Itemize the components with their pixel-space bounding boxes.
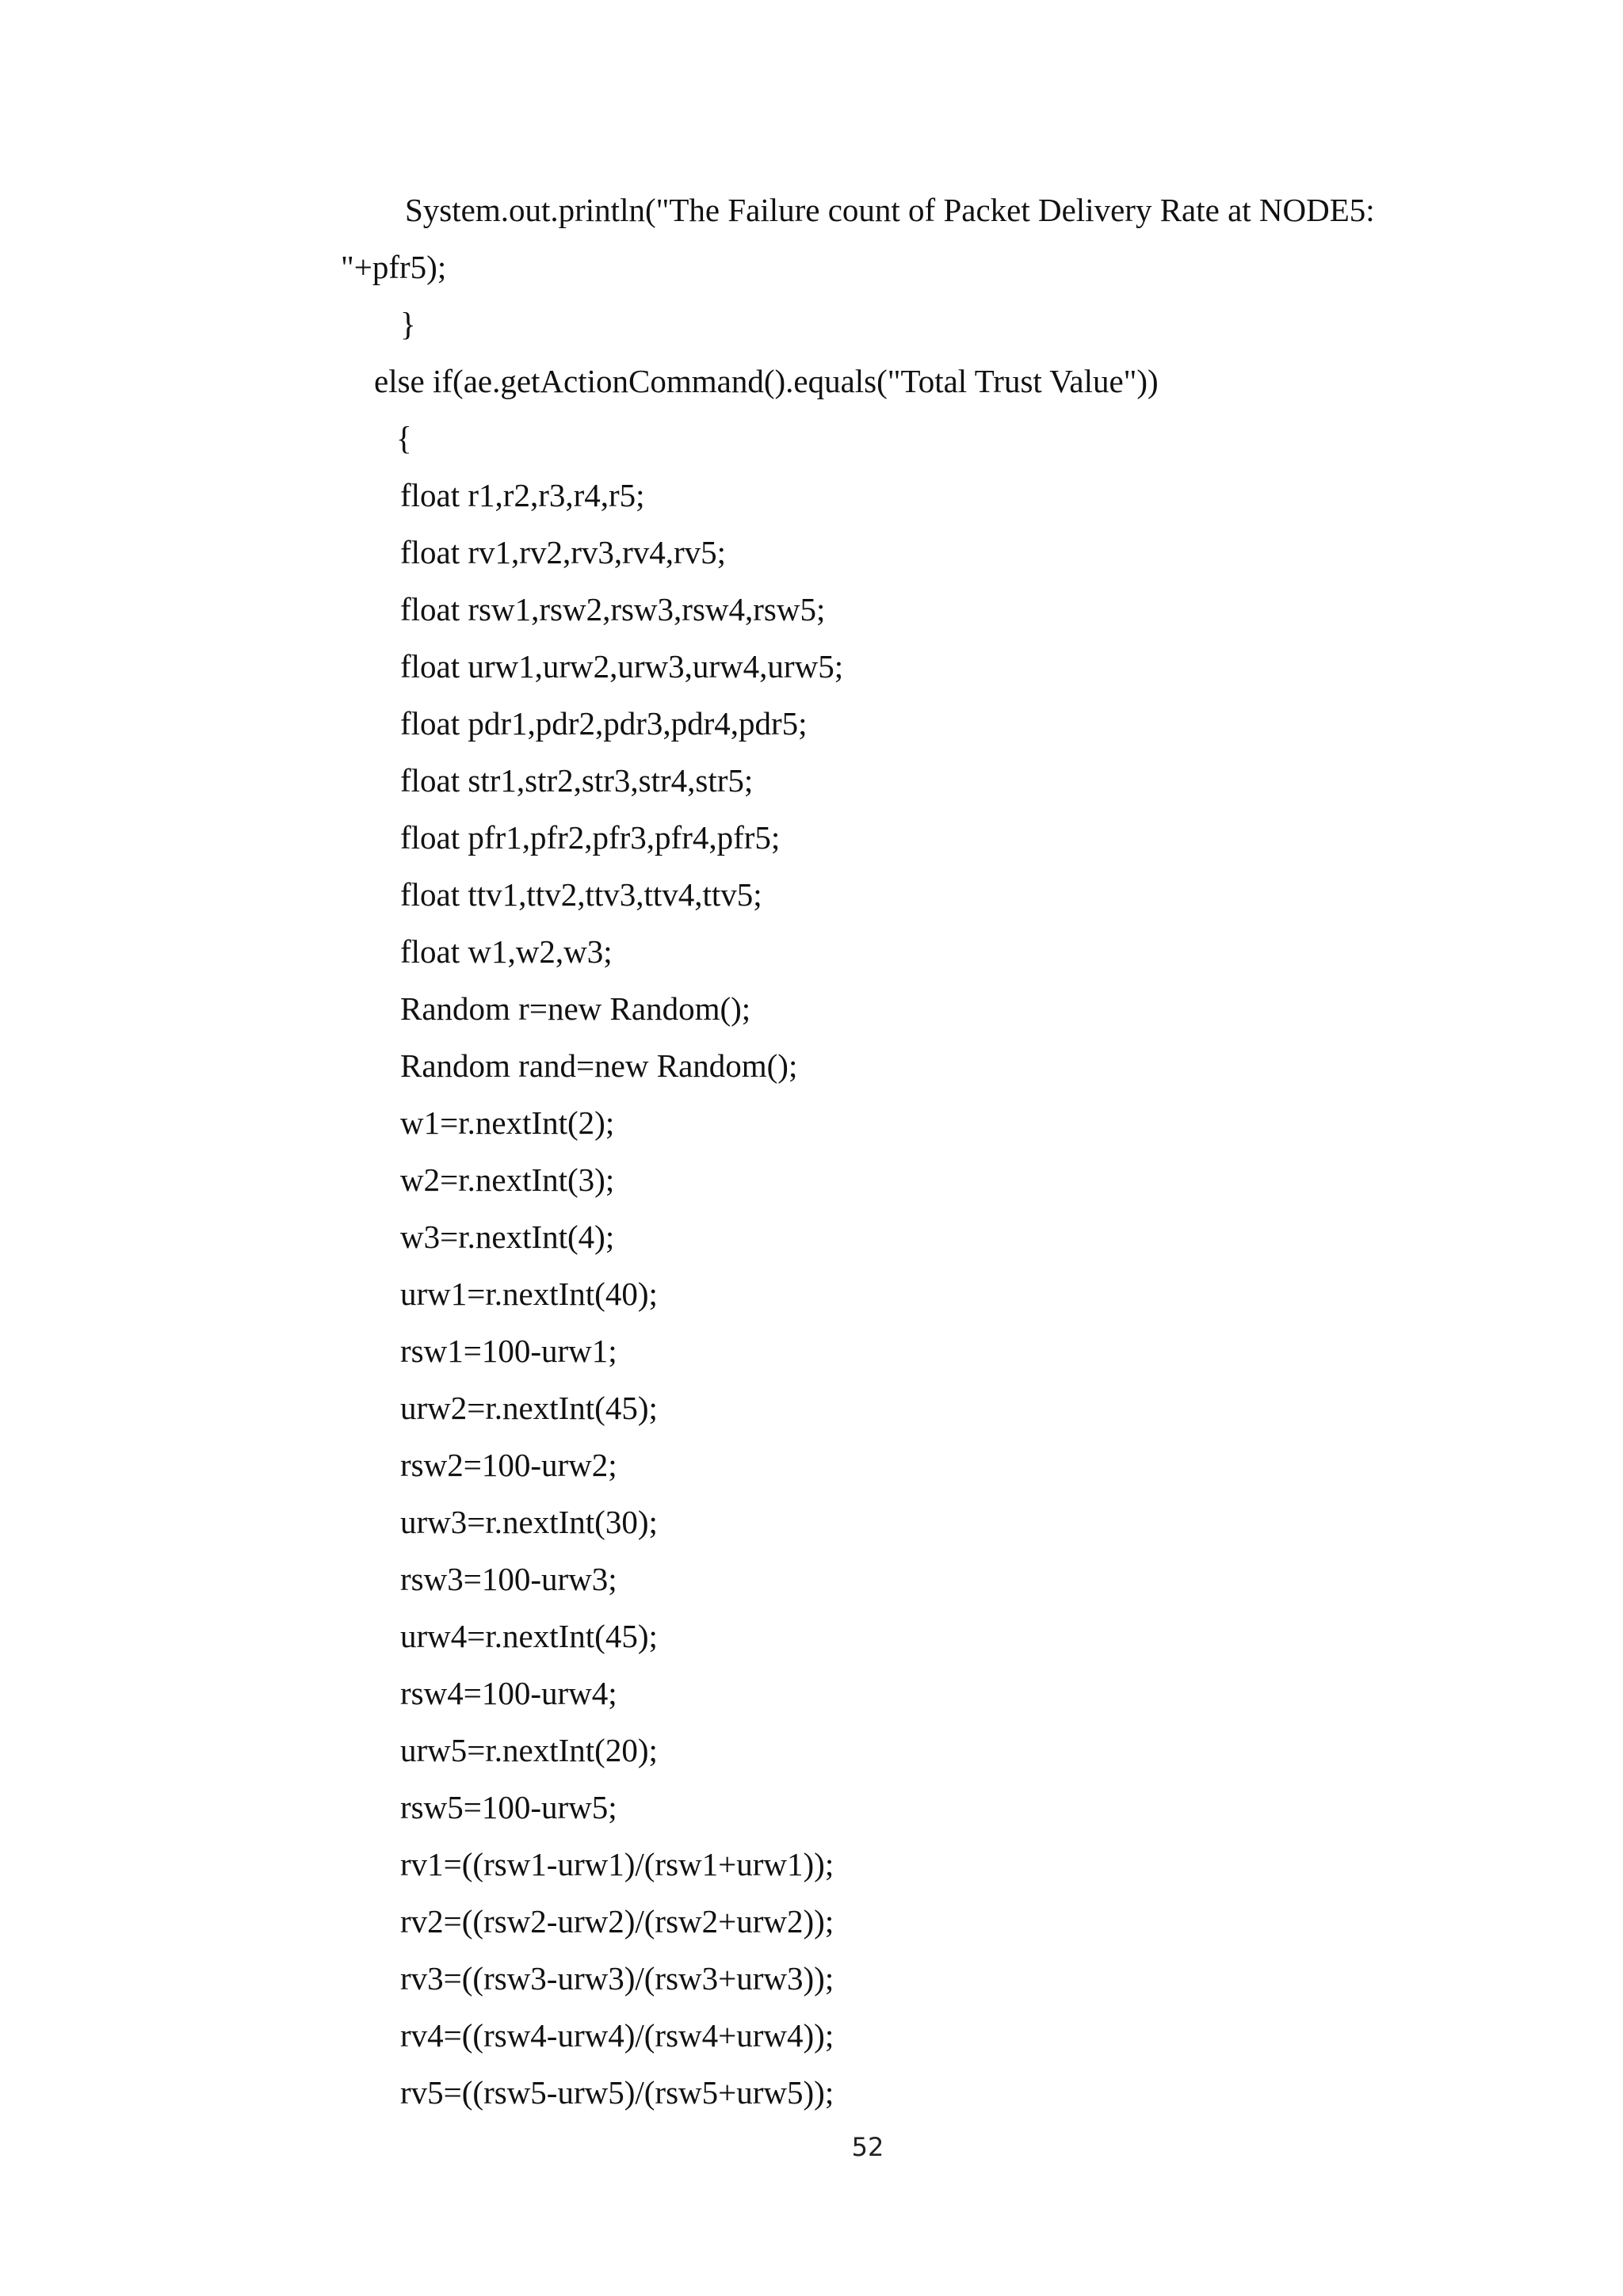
code-line: w1=r.nextInt(2);	[400, 1104, 615, 1141]
code-line: urw4=r.nextInt(45);	[400, 1618, 658, 1654]
code-line: else if(ae.getActionCommand().equals("Total Trust Value"))	[374, 363, 1159, 399]
code-line: w3=r.nextInt(4);	[400, 1219, 615, 1255]
code-line: rsw4=100-urw4;	[400, 1675, 617, 1711]
code-line: rsw2=100-urw2;	[400, 1447, 617, 1483]
code-line: rv5=((rsw5-urw5)/(rsw5+urw5));	[400, 2074, 834, 2111]
code-line: "+pfr5);	[341, 249, 447, 285]
code-line: float rv1,rv2,rv3,rv4,rv5;	[400, 534, 727, 570]
code-line: float r1,r2,r3,r4,r5;	[400, 477, 645, 513]
page-number: 52	[851, 2132, 884, 2162]
code-line: System.out.println("The Failure count of Packet Delivery Rate at NODE5:	[405, 192, 1375, 228]
code-line: rsw5=100-urw5;	[400, 1789, 617, 1825]
code-line: rv4=((rsw4-urw4)/(rsw4+urw4));	[400, 2017, 834, 2054]
code-line: float ttv1,ttv2,ttv3,ttv4,ttv5;	[400, 876, 762, 913]
code-line: Random rand=new Random();	[400, 1047, 798, 1084]
code-line: w2=r.nextInt(3);	[400, 1161, 615, 1198]
code-line: {	[396, 420, 412, 456]
code-line: float pdr1,pdr2,pdr3,pdr4,pdr5;	[400, 705, 808, 742]
code-line: Random r=new Random();	[400, 990, 751, 1027]
code-line: urw2=r.nextInt(45);	[400, 1390, 658, 1426]
code-line: float str1,str2,str3,str4,str5;	[400, 762, 754, 799]
code-line: float urw1,urw2,urw3,urw4,urw5;	[400, 648, 844, 685]
code-line: float pfr1,pfr2,pfr3,pfr4,pfr5;	[400, 819, 781, 856]
code-line: rsw3=100-urw3;	[400, 1561, 617, 1597]
code-line: urw3=r.nextInt(30);	[400, 1504, 658, 1540]
code-line: rv1=((rsw1-urw1)/(rsw1+urw1));	[400, 1846, 834, 1882]
code-line: rsw1=100-urw1;	[400, 1333, 617, 1369]
code-line: urw5=r.nextInt(20);	[400, 1732, 658, 1768]
code-line: }	[400, 306, 416, 342]
code-line: urw1=r.nextInt(40);	[400, 1276, 658, 1312]
code-line: float rsw1,rsw2,rsw3,rsw4,rsw5;	[400, 591, 826, 627]
code-line: rv3=((rsw3-urw3)/(rsw3+urw3));	[400, 1960, 834, 1997]
code-line: rv2=((rsw2-urw2)/(rsw2+urw2));	[400, 1903, 834, 1939]
code-line: float w1,w2,w3;	[400, 933, 613, 970]
